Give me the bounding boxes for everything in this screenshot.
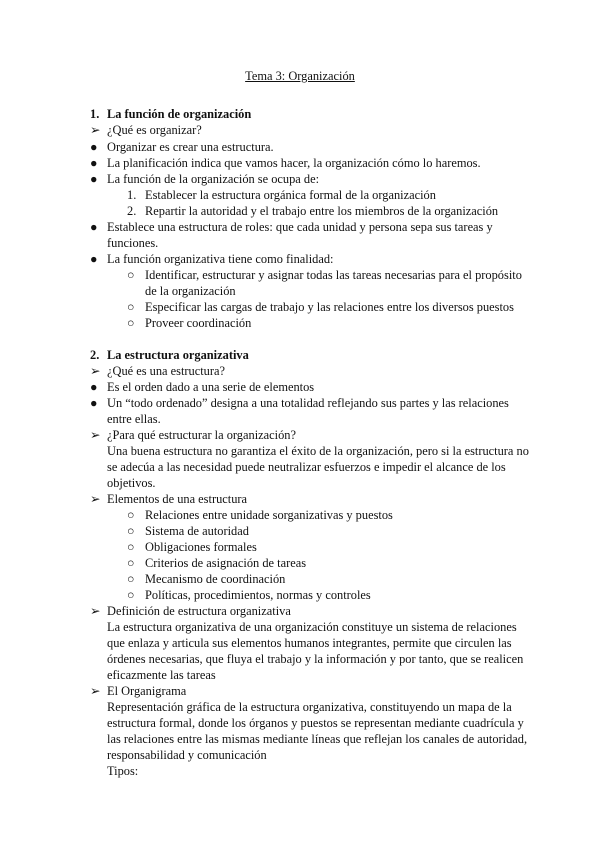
paragraph-line: órdenes necesarias, que fluya el trabajo y la información y por tanto, que se realicen (107, 652, 524, 666)
arrow-marker: ➢ (90, 684, 101, 698)
bullet-item: Establece una estructura de roles: que cada unidad y persona sepa sus tareas y (107, 220, 493, 234)
bullet-marker: ● (90, 140, 98, 154)
paragraph-line: Representación gráfica de la estructura organizativa, constituyendo un mapa de la (107, 700, 512, 714)
question-item: Elementos de una estructura (107, 492, 248, 506)
number-marker: 2. (127, 204, 137, 218)
paragraph-line: se adecúa a las necesidad puede neutralizar esfuerzos e impedir el alcance de los (107, 460, 506, 474)
arrow-marker: ➢ (90, 604, 101, 618)
bullet-marker: ● (90, 156, 98, 170)
paragraph-line: objetivos. (107, 476, 156, 490)
paragraph-line: Tipos: (107, 764, 139, 778)
bullet-marker: ● (90, 380, 98, 394)
arrow-marker: ➢ (90, 123, 101, 137)
question-item: ¿Qué es una estructura? (107, 364, 225, 378)
arrow-marker: ➢ (90, 364, 101, 378)
section-number: 1. (90, 107, 100, 121)
bullet-marker: ● (90, 396, 98, 410)
circle-marker: ○ (127, 524, 135, 538)
question-item: Definición de estructura organizativa (107, 604, 291, 618)
question-item: ¿Para qué estructurar la organización? (107, 428, 296, 442)
paragraph-line: las relaciones entre las mismas mediante líneas que reflejan los canales de autoridad, (107, 732, 528, 746)
section-number: 2. (90, 348, 100, 362)
page-title: Tema 3: Organización (245, 69, 355, 83)
bullet-item-continuation: funciones. (107, 236, 159, 250)
circle-marker: ○ (127, 540, 135, 554)
numbered-item: Establecer la estructura orgánica formal de la organización (145, 188, 436, 202)
sub-item: Sistema de autoridad (145, 524, 249, 538)
sub-item: Proveer coordinación (145, 316, 252, 330)
paragraph-line: que enlaza y articula sus elementos humanos integrantes, permite que circulen las (107, 636, 512, 650)
paragraph-line: estructura formal, donde los órganos y puestos se representan mediante cuadrícula y (107, 716, 524, 730)
bullet-item: La planificación indica que vamos hacer, la organización cómo lo haremos. (107, 156, 481, 170)
bullet-item: Un “todo ordenado” designa a una totalidad reflejando sus partes y las relaciones (107, 396, 509, 410)
question-item: El Organigrama (107, 684, 187, 698)
bullet-item: Organizar es crear una estructura. (107, 140, 274, 154)
paragraph-line: responsabilidad y comunicación (107, 748, 267, 762)
bullet-marker: ● (90, 220, 98, 234)
section-heading: La estructura organizativa (107, 348, 249, 362)
sub-item: Obligaciones formales (145, 540, 257, 554)
arrow-marker: ➢ (90, 428, 101, 442)
bullet-marker: ● (90, 172, 98, 186)
circle-marker: ○ (127, 556, 135, 570)
bullet-item: Es el orden dado a una serie de elementos (107, 380, 315, 394)
sub-item: Mecanismo de coordinación (145, 572, 286, 586)
circle-marker: ○ (127, 572, 135, 586)
arrow-marker: ➢ (90, 492, 101, 506)
sub-item-continuation: de la organización (145, 284, 236, 298)
circle-marker: ○ (127, 300, 135, 314)
circle-marker: ○ (127, 588, 135, 602)
sub-item: Relaciones entre unidade sorganizativas y puestos (145, 508, 393, 522)
sub-item: Identificar, estructurar y asignar todas las tareas necesarias para el propósito (145, 268, 522, 282)
sub-item: Especificar las cargas de trabajo y las relaciones entre los diversos puestos (145, 300, 514, 314)
paragraph-line: La estructura organizativa de una organización constituye un sistema de relaciones (107, 620, 517, 634)
bullet-item: La función de la organización se ocupa de: (107, 172, 320, 186)
circle-marker: ○ (127, 316, 135, 330)
sub-item: Criterios de asignación de tareas (145, 556, 307, 570)
bullet-marker: ● (90, 252, 98, 266)
number-marker: 1. (127, 188, 137, 202)
circle-marker: ○ (127, 508, 135, 522)
bullet-item-continuation: entre ellas. (107, 412, 161, 426)
bullet-item: La función organizativa tiene como finalidad: (107, 252, 334, 266)
paragraph-line: Una buena estructura no garantiza el éxito de la organización, pero si la estructura no (107, 444, 529, 458)
section-heading: La función de organización (107, 107, 252, 121)
numbered-item: Repartir la autoridad y el trabajo entre los miembros de la organización (145, 204, 499, 218)
paragraph-line: eficazmente las tareas (107, 668, 216, 682)
sub-item: Políticas, procedimientos, normas y controles (145, 588, 371, 602)
circle-marker: ○ (127, 268, 135, 282)
question-item: ¿Qué es organizar? (107, 123, 202, 137)
